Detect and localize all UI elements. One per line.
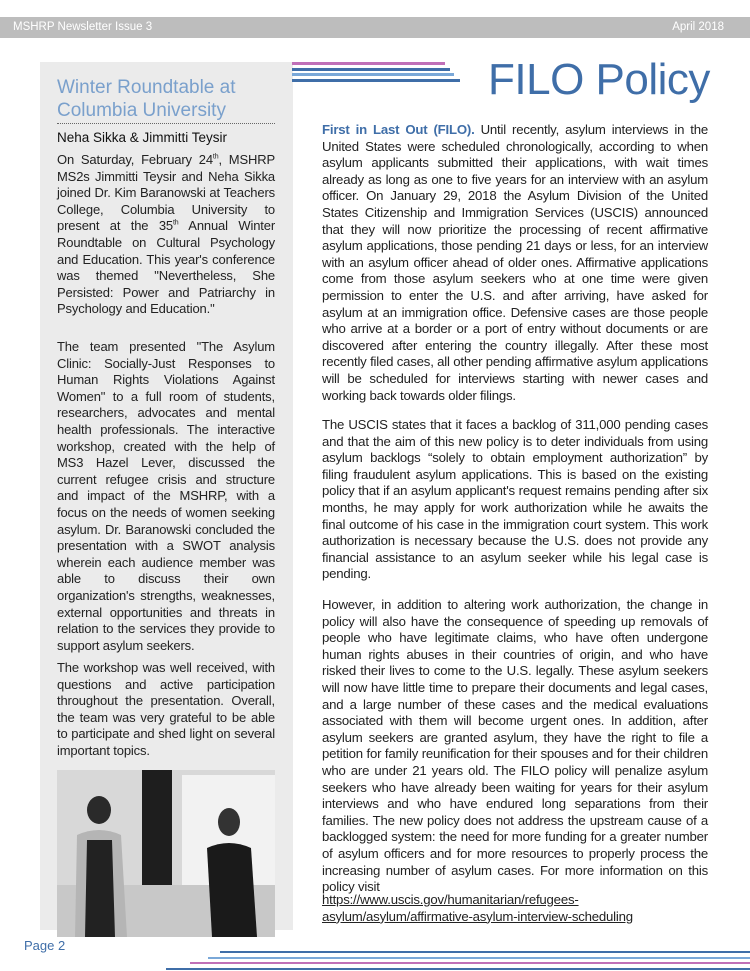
text: On Saturday, February 24 — [57, 152, 213, 167]
decorative-line — [292, 68, 450, 71]
superscript: th — [173, 220, 179, 228]
text: Until recently, asylum interviews in the United States were scheduled chronologically, according to when asylum applicants submitted their applications, with wait times already as long as one to five years for an interview with an asylum officer. On January 29, 2018 the Asylum Division of the United States Citizenship and Immigration Services (USCIS) announced that they will now prioritize the processing of recent affirmative asylum applications, those pending 21 days or less, for an interview with an asylum officer ahead of older ones. Affirmative applications come from those asylum seekers who at one time were given permission to enter the U.S. and after arriving, have asked for asylum at an immigration office. Defensive cases are those people who arrive at a border or a port of entry without documents or are discovered after entering the country illegally. After these most recently filed cases, all other pending affirmative asylum applications will be scheduled for interviews starting with newer cases and working back towards older filings. — [322, 122, 708, 403]
article-paragraph-2: The USCIS states that it faces a backlog of 311,000 pending cases and that the aim of this new policy is to deter individuals from using asylum backlogs “solely to obtain employment authorization” by filing fraudulent asylum applications. This is based on the existing policy that if an asylum applicant's request remains pending after six months, he may apply for work authorization while he awaits the final outcome of his case in the immigration court system. This work authorization is necessary because the U.S. does not provide any financial assistance to an asylum seeker while his legal case is pending. — [322, 417, 708, 582]
issue-date: April 2018 — [672, 21, 724, 33]
superscript: th — [212, 153, 219, 161]
sidebar-paragraph-1 — [57, 152, 275, 318]
presentation-photo — [57, 770, 275, 937]
decorative-line — [190, 962, 750, 964]
decorative-line — [208, 957, 750, 959]
newsletter-issue: MSHRP Newsletter Issue 3 — [13, 21, 153, 33]
decorative-line — [166, 968, 750, 970]
sidebar-paragraph-2: The team presented "The Asylum Clinic: Socially-Just Responses to Human Rights Violations Against Women" to a full room of students, researchers, advocates and mental health professionals. The interactive workshop, created with the help of MS3 Hazel Lever, discussed the current refugee crisis and structure and impact of the MSHRP, with a focus on the needs of women seeking asylum. Dr. Baranowski concluded the presentation with a SWOT analysis wherein each audience member was able to discuss their own organization's strengths, weaknesses, external opportunities and threats in relation to the services they provide to support asylum seekers. — [57, 339, 275, 653]
sidebar-title: Winter Roundtable at Columbia University — [57, 76, 275, 124]
article-paragraph-1 — [322, 122, 708, 404]
article-paragraph-3: However, in addition to altering work authorization, the change in policy will also have the consequence of speeding up removals of people who have legitimate claims, who have often undergone human rights abuses in their countries of origin, and who have risked their lives to come to the U.S. legally. These asylum seekers will now have little time to prepare their documents and legal cases, and a large number of these cases and the medical evaluations associated with them will become urgent ones. In addition, after asylum seekers are granted asylum, they have the right to file a petition for family reunification for their spouses and for their children who are under 21 years old. The FILO policy will penalize asylum seekers who have already been waiting for years for their asylum interviews and who have endured long separations from their families. The new policy does not address the upstream cause of a backlogged system: the need for more funding for a greater number of asylum officers and for more resources to properly process the increasing number of asylum cases. For more information on this policy visit — [322, 597, 708, 895]
decorative-line — [292, 62, 445, 65]
article-title: FILO Policy — [488, 55, 710, 104]
decorative-line — [292, 79, 460, 82]
page-number: Page 2 — [24, 938, 66, 953]
decorative-line — [220, 951, 750, 953]
newsletter-header-bar — [0, 17, 750, 38]
sidebar-authors: Neha Sikka & Jimmitti Teysir — [57, 130, 228, 145]
lead-in: First in Last Out (FILO). — [322, 122, 475, 137]
uscis-policy-link[interactable]: https://www.uscis.gov/humanitarian/refugees-asylum/asylum/affirmative-asylum-interview-scheduling — [322, 892, 633, 924]
text: , MSHRP MS2s Jimmitti Teysir and Neha Sikka joined Dr. Kim Baranowski at Teachers College, Columbia University to present at the 35 — [57, 152, 275, 234]
sidebar-paragraph-3: The workshop was well received, with questions and active participation throughout the presentation. Overall, the team was very grateful to be able to participate and shed light on several important topics. — [57, 660, 275, 758]
text: Annual Winter Roundtable on Cultural Psychology and Education. This year's conference was themed "Nevertheless, She Persisted: Power and Patriarchy in Psychology and Education." — [57, 218, 275, 317]
decorative-line — [292, 73, 454, 76]
